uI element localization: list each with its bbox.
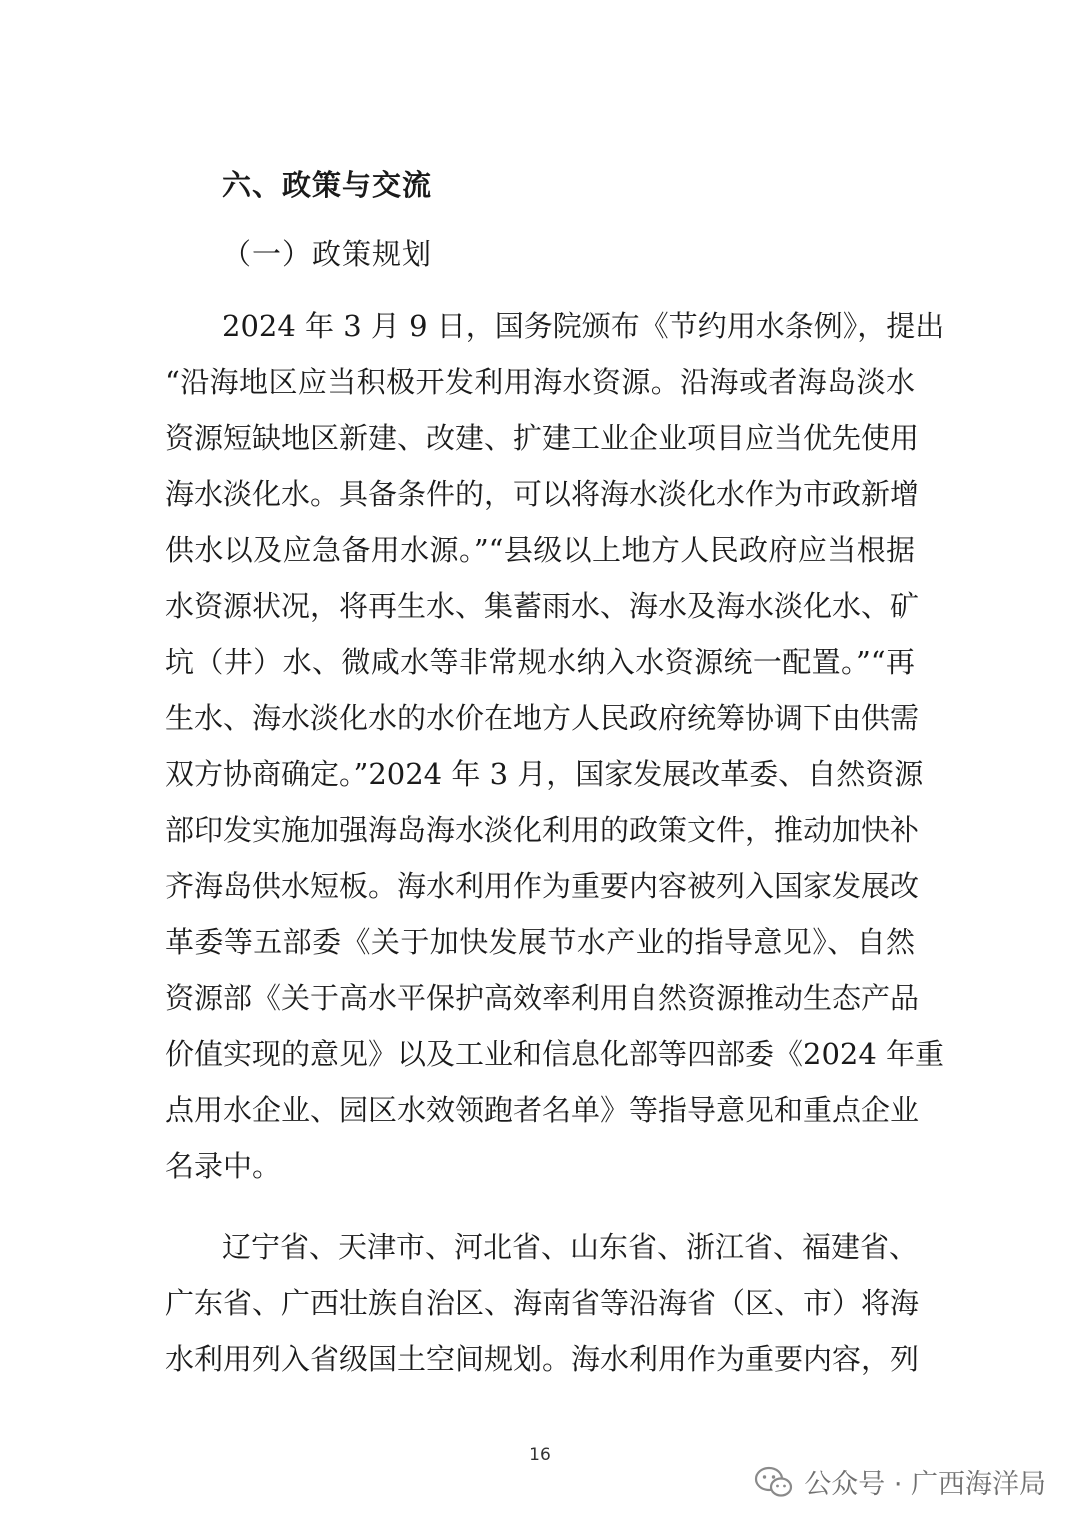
- paragraph-line: 资源部《关于高水平保护高效率利用自然资源推动生态产品: [165, 981, 920, 1015]
- wechat-icon: [754, 1465, 794, 1499]
- paragraph-line: 辽宁省、天津市、河北省、山东省、浙江省、福建省、: [222, 1230, 919, 1264]
- paragraph-line: 名录中。: [165, 1149, 282, 1183]
- paragraph-line: 2024 年 3 月 9 日，国务院颁布《节约用水条例》，提出: [222, 309, 945, 343]
- paragraph-line: 资源短缺地区新建、改建、扩建工业企业项目应当优先使用: [165, 421, 920, 455]
- paragraph-line: 广东省、广西壮族自治区、海南省等沿海省（区、市）将海: [165, 1286, 920, 1320]
- page-number: 16: [529, 1445, 551, 1465]
- paragraph-line: 部印发实施加强海岛海水淡化利用的政策文件，推动加快补: [165, 813, 920, 847]
- paragraph-line: 供水以及应急备用水源。”“县级以上地方人民政府应当根据: [165, 533, 915, 567]
- paragraph-line: “沿海地区应当积极开发利用海水资源。沿海或者海岛淡水: [165, 365, 915, 399]
- paragraph-line: 水利用列入省级国土空间规划。海水利用作为重要内容，列: [165, 1342, 920, 1376]
- paragraph-line: 水资源状况，将再生水、集蓄雨水、海水及海水淡化水、矿: [165, 589, 920, 623]
- paragraph-line: 点用水企业、园区水效领跑者名单》等指导意见和重点企业: [165, 1093, 920, 1127]
- watermark-text: 公众号 · 广西海洋局: [804, 1469, 1046, 1500]
- paragraph-line: 价值实现的意见》以及工业和信息化部等四部委《2024 年重: [165, 1037, 945, 1071]
- paragraph-line: 海水淡化水。具备条件的，可以将海水淡化水作为市政新增: [165, 477, 920, 511]
- paragraph-line: 双方协商确定。”2024 年 3 月，国家发展改革委、自然资源: [165, 757, 924, 791]
- paragraph-line: 生水、海水淡化水的水价在地方人民政府统筹协调下由供需: [165, 701, 920, 735]
- paragraph-line: 齐海岛供水短板。海水利用作为重要内容被列入国家发展改: [165, 869, 920, 903]
- subsection-heading: （一）政策规划: [222, 237, 433, 271]
- account-watermark: [754, 1462, 1046, 1501]
- paragraph-line: 革委等五部委《关于加快发展节水产业的指导意见》、自然: [165, 925, 915, 959]
- paragraph-line: 坑（井）水、微咸水等非常规水纳入水资源统一配置。”“再: [165, 645, 915, 679]
- section-heading: 六、政策与交流: [222, 168, 433, 202]
